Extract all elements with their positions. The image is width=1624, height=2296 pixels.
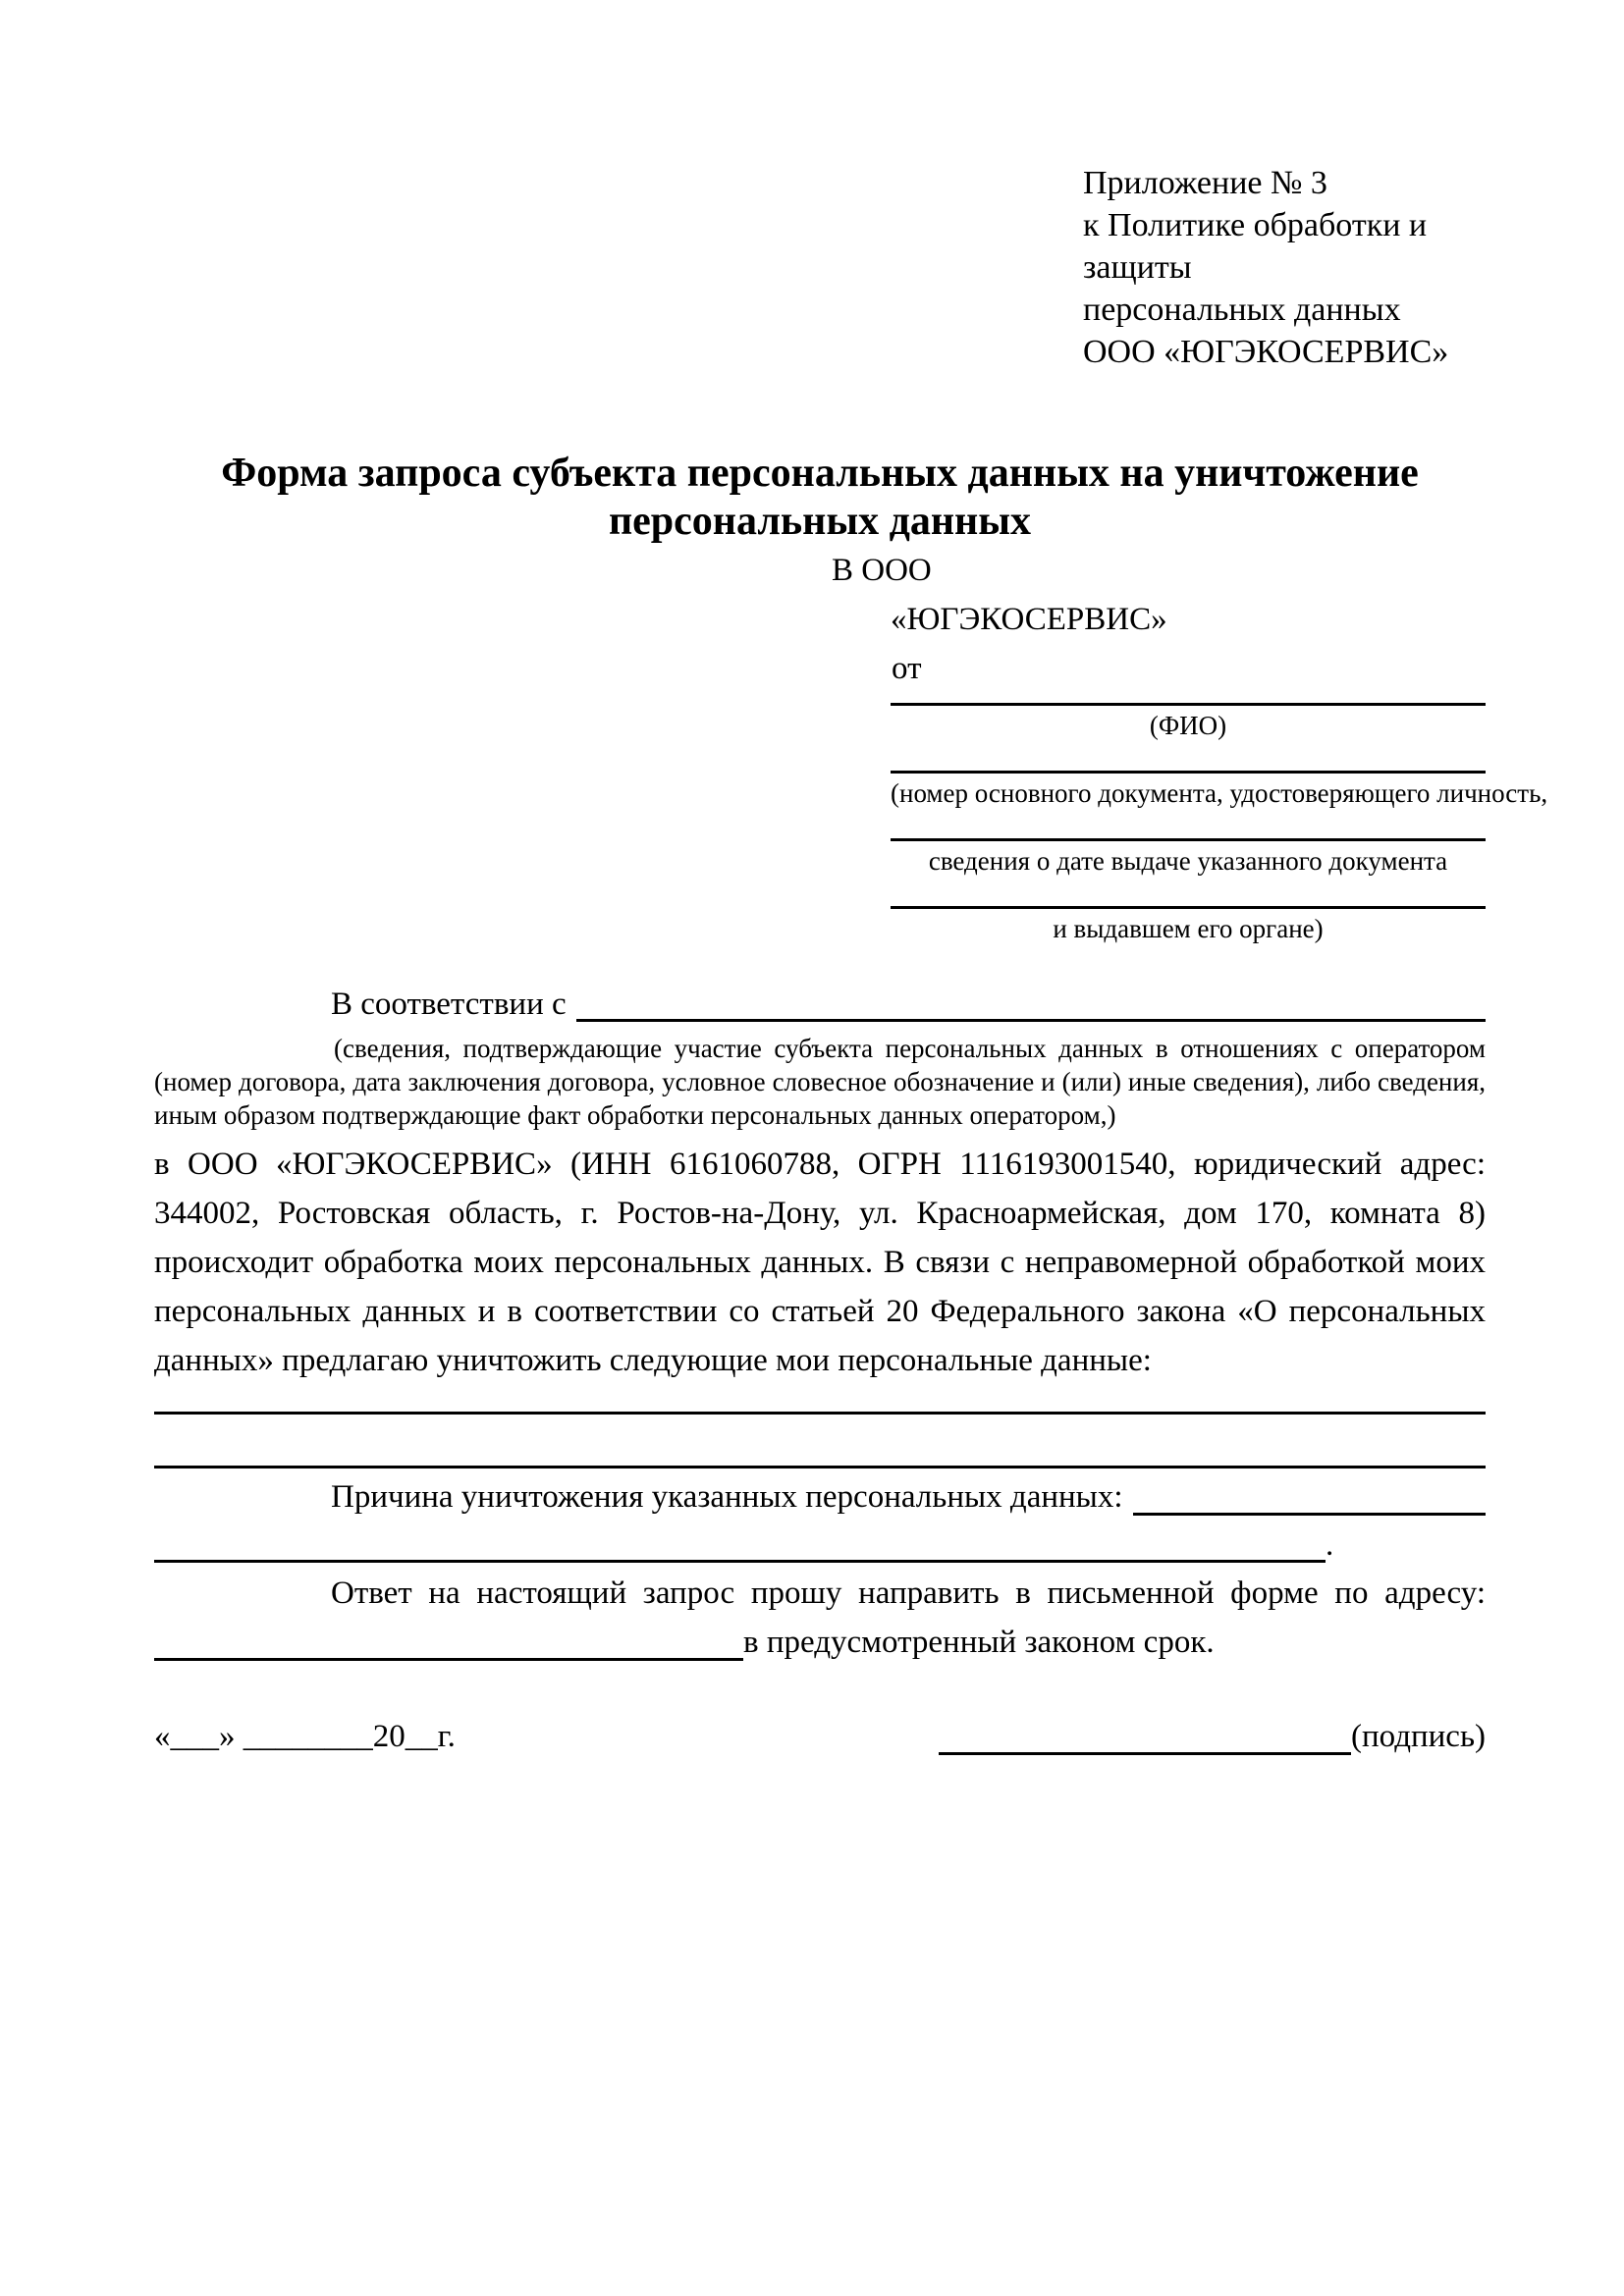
response-tail-text: в предусмотренный законом срок. — [743, 1625, 1215, 1660]
document-title — [154, 450, 1486, 546]
document-title-line1: Форма запроса субъекта персональных данных на уничтожение — [221, 451, 1419, 496]
personal-data-blank-line-2 — [154, 1415, 1486, 1468]
personal-data-blank-line-1 — [154, 1385, 1486, 1415]
accordance-footnote: (сведения, подтверждающие участие субъекта персональных данных в отношениях с оператором (номер договора, дата заключения договора, условное словесное обозначение и (или) иные сведения), либо сведения, иным образом подтверждающие факт обработки персональных данных оператором,) — [154, 1034, 1486, 1130]
appendix-policy-line: к Политике обработки и защиты — [1083, 207, 1428, 286]
reason-row — [154, 1472, 1486, 1522]
accordance-row — [154, 981, 1486, 1028]
accordance-label: В соответствии с — [331, 987, 567, 1022]
address-blank-line — [154, 1618, 743, 1661]
field-document-number — [891, 771, 1548, 810]
reason-blank-line — [1133, 1472, 1486, 1516]
reason-row-2 — [154, 1522, 1486, 1569]
addressee-to: В ООО — [832, 553, 932, 588]
appendix-header — [1083, 162, 1486, 373]
appendix-number: Приложение № 3 — [1083, 165, 1327, 201]
field-fio — [891, 703, 1486, 742]
main-paragraph: в ООО «ЮГЭКОСЕРВИС» (ИНН 6161060788, ОГРН 1116193001540, юридический адрес: 344002, Ростовская область, г. Ростов-на-Дону, ул. Красноармейская, дом 170, комната 8) происходит обработка моих персональных данных. В связи с неправомерной обработкой моих персональных данных и в соответствии со статьей 20 Федерального закона «О персональных данных» предлагаю уничтожить следующие мои персональные данные: — [154, 1147, 1486, 1378]
issue-date-caption: сведения о дате выдаче указанного документа — [928, 846, 1448, 876]
field-issuing-authority — [891, 906, 1486, 945]
signature-blank-line — [939, 1712, 1351, 1755]
fio-caption: (ФИО) — [1149, 711, 1227, 740]
addressee-org: «ЮГЭКОСЕРВИС» — [891, 602, 1167, 637]
signature-row — [154, 1712, 1486, 1761]
signature-block — [939, 1712, 1486, 1761]
document-title-line2: персональных данных — [608, 499, 1032, 544]
reason-label: Причина уничтожения указанных персональных данных: — [331, 1479, 1123, 1515]
addressee-block — [832, 546, 1486, 693]
response-tail-row — [154, 1618, 1486, 1667]
addressee-from: от — [892, 651, 922, 686]
issuing-authority-caption: и выдавшем его органе) — [1053, 914, 1324, 943]
reason-blank-line-2 — [154, 1522, 1326, 1563]
accordance-blank-line — [576, 981, 1486, 1022]
appendix-company: ООО «ЮГЭКОСЕРВИС» — [1083, 334, 1449, 370]
document-number-caption: (номер основного документа, удостоверяющего личность, — [891, 778, 1548, 808]
reason-period: . — [1326, 1527, 1334, 1563]
date-line: «___» ________20__г. — [154, 1719, 456, 1754]
field-issue-date — [891, 838, 1486, 878]
applicant-fields — [891, 703, 1548, 945]
signature-caption: (подпись) — [1351, 1719, 1486, 1754]
appendix-policy-line2: персональных данных — [1083, 292, 1401, 328]
response-sentence: Ответ на настоящий запрос прошу направить в письменной форме по адресу: — [331, 1575, 1486, 1611]
